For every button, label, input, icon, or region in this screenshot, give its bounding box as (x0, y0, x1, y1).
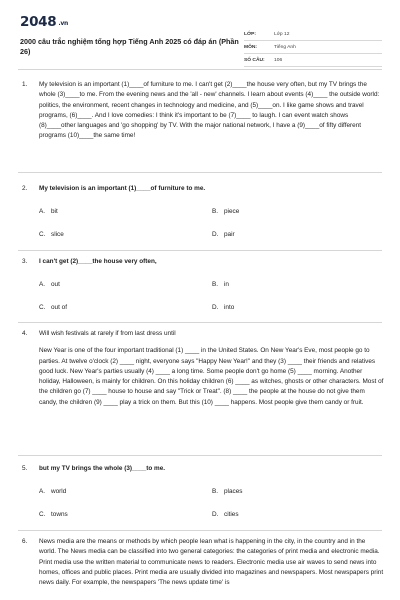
meta-key: MÔN: (244, 44, 258, 50)
question-stem: I can't get (2)____the house very often, (39, 258, 157, 265)
option-text: in (224, 281, 229, 288)
meta-row-count (244, 54, 382, 67)
meta-key: SỐ CÂU: (244, 57, 265, 63)
question-2 (22, 184, 384, 194)
option-letter: A. (39, 208, 46, 215)
option-c[interactable] (39, 304, 67, 311)
option-letter: B. (212, 281, 219, 288)
question-passage (39, 80, 384, 142)
question-passage (39, 329, 384, 408)
passage-text: News media are the means or methods by which people lean what is happening in the city, in the country and in the world. The News media can be classified into two general categories: the categories of print media and electronic media. Print media use the written material to communicate news to readers. Electronic media use air waves to send news into homes, offices and public places. Print media are usually divided into magazines and newspapers. Most newspapers print news daily. For example, the newspapers 'The news update time' is (39, 538, 384, 587)
option-letter: A. (39, 488, 46, 495)
question-5 (22, 464, 384, 474)
option-letter: D. (212, 511, 219, 518)
question-3 (22, 257, 384, 267)
option-c[interactable] (39, 511, 68, 518)
divider (18, 69, 382, 70)
meta-row-subject (244, 41, 382, 54)
option-letter: D. (212, 304, 219, 311)
page-header (20, 14, 382, 63)
option-text: bit (51, 208, 58, 215)
option-text: out (51, 281, 60, 288)
divider (18, 250, 382, 251)
meta-info-table (244, 28, 382, 67)
question-number: 4. (22, 330, 28, 337)
option-text: pair (224, 231, 235, 238)
option-text: cities (224, 511, 239, 518)
meta-value: Tiếng Anh (274, 44, 296, 50)
option-a[interactable] (39, 488, 66, 495)
passage-text: My television is an important (1)____of furniture to me. I can't get (2)____the house very often, but my TV brings the whole (3)____to me. From the evening news and the 'all - new' channels. I learn about events (4)____ the outside world: politics, the environment, recent changes in technology and medicine, and (5)____on. I like game shows and travel programs, (6)____. And I love comedies: I think it's important to be (7)____ to laugh. I can event watch shows (8)____other languages and 'go shopping' by TV. With the major national network, I have a (9)____of fifty different programs (10)____the same time! (39, 81, 380, 140)
option-text: slice (51, 231, 64, 238)
option-d[interactable] (212, 231, 235, 238)
question-number: 5. (22, 465, 28, 472)
divider (18, 455, 382, 456)
option-text: places (224, 488, 243, 495)
logo-suffix: .vn (58, 20, 68, 27)
meta-row-grade (244, 28, 382, 41)
option-b[interactable] (212, 281, 229, 288)
question-number: 3. (22, 258, 28, 265)
divider (18, 172, 382, 173)
question-1 (22, 80, 384, 146)
meta-value: 106 (274, 57, 283, 63)
meta-key: LỚP: (244, 31, 257, 37)
question-passage (39, 537, 384, 588)
document-title: 2000 câu trắc nghiệm tổng hợp Tiếng Anh 2025 có đáp án (Phần 26) (20, 37, 239, 56)
question-number: 1. (22, 81, 28, 88)
question-6 (22, 537, 384, 592)
divider (18, 322, 382, 323)
logo-text: 2048 (20, 14, 57, 30)
question-number: 2. (22, 185, 28, 192)
option-a[interactable] (39, 208, 58, 215)
option-d[interactable] (212, 511, 239, 518)
question-stem: My television is an important (1)____of furniture to me. (39, 185, 206, 192)
option-letter: C. (39, 511, 46, 518)
word-bank: Will wish festivals at rarely if from last dress until (39, 330, 176, 337)
option-text: towns (51, 511, 68, 518)
option-text: piece (224, 208, 240, 215)
option-letter: B. (212, 208, 219, 215)
option-c[interactable] (39, 231, 64, 238)
question-stem: but my TV brings the whole (3)____to me. (39, 465, 166, 472)
option-b[interactable] (212, 488, 242, 495)
divider (18, 530, 382, 531)
option-a[interactable] (39, 281, 60, 288)
option-text: into (224, 304, 235, 311)
question-4 (22, 329, 384, 412)
option-letter: C. (39, 231, 46, 238)
option-b[interactable] (212, 208, 239, 215)
site-logo[interactable] (20, 14, 68, 30)
option-letter: B. (212, 488, 219, 495)
passage-text: New Year is one of the four important traditional (1) ____ in the United States. On New Year's Eve, most people go to parties. At twelve o'clock (2) ____ night, everyone says "Happy New Year!" and they (3) ____ their friends and relatives good luck. New Year's parties usually (4) ____ a long time. Some people don't go home (5) ____ morning. Another holiday, Halloween, is mainly for children. On this holiday children (6) ____ as witches, ghosts or other characters. Most of the children go (7) ____ house to house and say "Trick or Treat". (8) ____ the people at the house do not give them candy, the children (9) ____ play a trick on them. But this (10) ____ happens. Most people give them candy or fruit. (39, 347, 384, 406)
option-letter: D. (212, 231, 219, 238)
option-letter: A. (39, 281, 46, 288)
option-text: world (51, 488, 67, 495)
meta-value: Lớp 12 (274, 31, 290, 37)
option-letter: C. (39, 304, 46, 311)
option-text: out of (51, 304, 67, 311)
option-d[interactable] (212, 304, 234, 311)
question-number: 6. (22, 538, 28, 545)
